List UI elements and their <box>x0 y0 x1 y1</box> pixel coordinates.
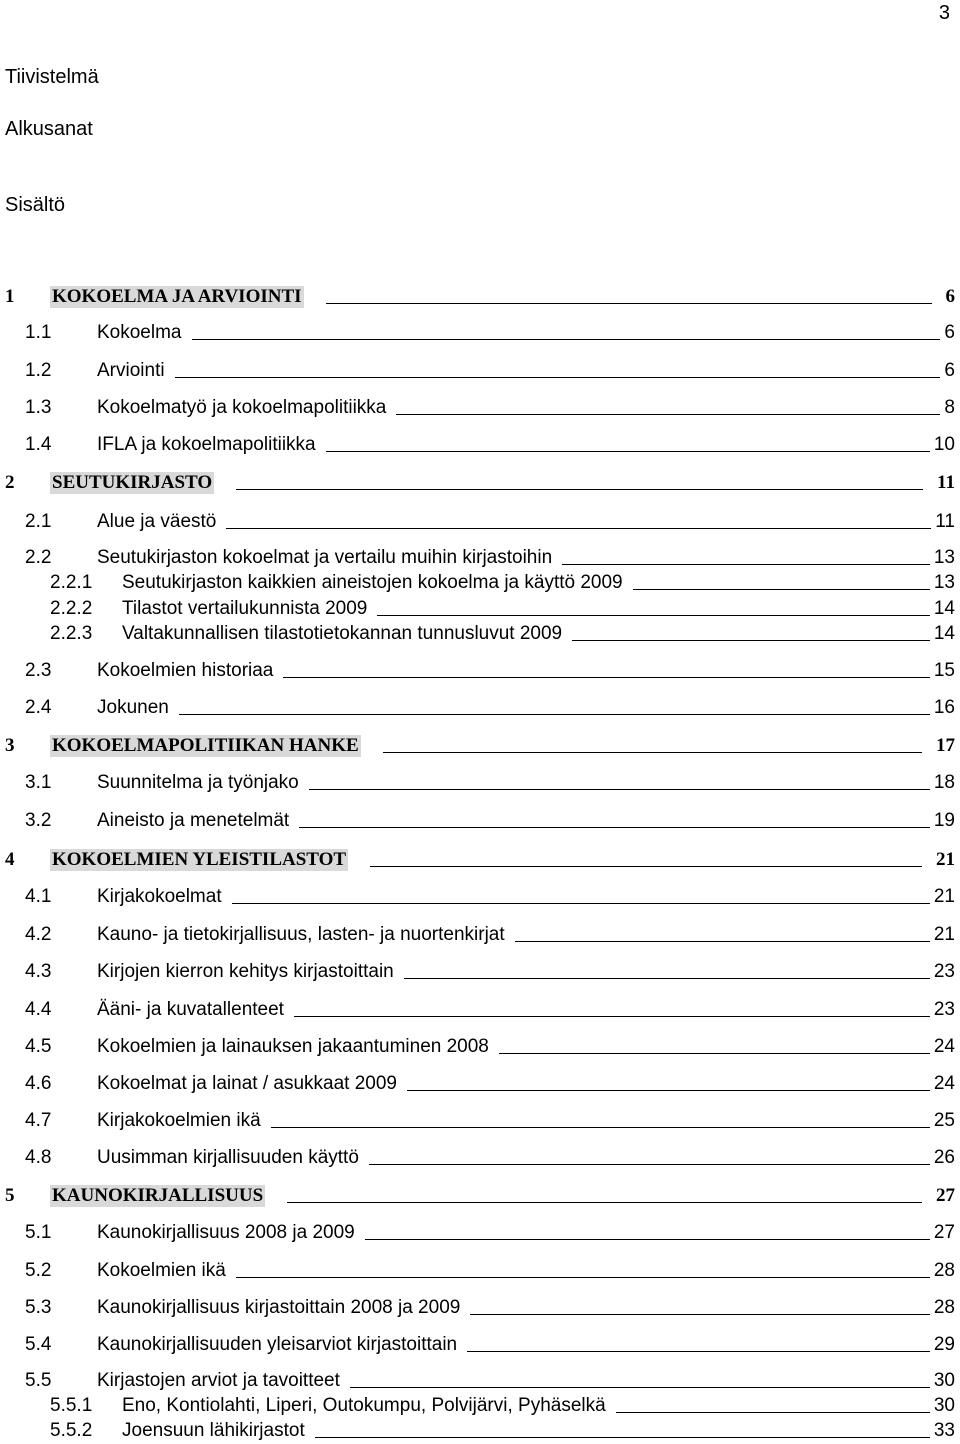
toc-entry-title: Kokoelmat ja lainat / asukkaat 2009 <box>97 1073 397 1094</box>
toc-entry[interactable] <box>25 768 955 794</box>
toc-entry-title: Kokoelmien historiaa <box>97 660 274 681</box>
toc-entry-page: 10 <box>933 434 955 455</box>
toc-entry[interactable] <box>25 430 955 456</box>
toc-entry-title: KAUNOKIRJALLISUUS <box>52 1185 264 1206</box>
toc-leader-line <box>175 377 941 378</box>
toc-entry-number: 2.3 <box>25 660 52 681</box>
toc-entry-page: 30 <box>933 1370 955 1391</box>
toc-leader-line <box>299 827 930 828</box>
toc-entry-number: 2.2.2 <box>50 598 93 619</box>
toc-entry-number: 5.3 <box>25 1297 52 1318</box>
toc-entry-number: 2.2 <box>25 547 52 568</box>
toc-entry[interactable] <box>25 995 955 1021</box>
page-number: 3 <box>938 2 950 24</box>
toc-entry-number: 5.5.1 <box>50 1395 93 1416</box>
toc-leader-line <box>236 489 923 490</box>
toc-leader-line <box>377 615 929 616</box>
toc-entry[interactable] <box>50 568 955 594</box>
toc-entry-number: 5.5.2 <box>50 1420 93 1441</box>
toc-leader-line <box>365 1239 930 1240</box>
toc-leader-line <box>633 589 930 590</box>
toc-entry-page: 21 <box>936 849 955 870</box>
toc-entry[interactable] <box>25 1330 955 1356</box>
toc-entry-number: 5.4 <box>25 1334 52 1355</box>
toc-leader-line <box>326 451 930 452</box>
toc-leader-line <box>309 789 930 790</box>
toc-leader-line <box>192 339 941 340</box>
toc-entry-page: 28 <box>933 1260 955 1281</box>
toc-entry[interactable] <box>5 468 955 494</box>
toc-entry[interactable] <box>25 318 955 344</box>
toc-entry-number: 2.4 <box>25 697 52 718</box>
toc-entry-page: 21 <box>933 924 955 945</box>
toc-entry-title: Aineisto ja menetelmät <box>97 810 290 831</box>
toc-leader-line <box>562 564 930 565</box>
toc-leader-line <box>515 941 930 942</box>
toc-entry-number: 1 <box>5 286 15 307</box>
toc-entry[interactable] <box>25 1143 955 1169</box>
toc-entry-page: 6 <box>945 286 955 307</box>
toc-entry-page: 6 <box>944 322 955 343</box>
toc-leader-line <box>315 1437 930 1438</box>
toc-leader-line <box>271 1127 930 1128</box>
toc-entry-title: Kokoelmatyö ja kokoelmapolitiikka <box>97 397 387 418</box>
toc-entry-number: 4.4 <box>25 999 52 1020</box>
alkusanat-heading: Alkusanat <box>5 118 93 140</box>
toc-entry-page: 26 <box>933 1147 955 1168</box>
toc-entry[interactable] <box>25 1032 955 1058</box>
toc-entry-page: 6 <box>944 360 955 381</box>
toc-entry[interactable] <box>25 507 955 533</box>
toc-entry-number: 2.1 <box>25 511 52 532</box>
toc-entry-title: Kirjakokoelmien ikä <box>97 1110 261 1131</box>
toc-entry-title: Kirjastojen arviot ja tavoitteet <box>97 1370 340 1391</box>
toc-entry-page: 15 <box>933 660 955 681</box>
toc-entry-page: 17 <box>936 735 955 756</box>
toc-entry-title: SEUTUKIRJASTO <box>52 472 213 493</box>
toc-entry[interactable] <box>25 1256 955 1282</box>
toc-entry-number: 1.2 <box>25 360 52 381</box>
toc-entry-page: 13 <box>933 572 955 593</box>
toc-entry[interactable] <box>25 1218 955 1244</box>
toc-leader-line <box>616 1412 930 1413</box>
toc-entry-number: 4.1 <box>25 886 52 907</box>
toc-entry[interactable] <box>5 1181 955 1207</box>
toc-entry-page: 16 <box>933 697 955 718</box>
toc-leader-line <box>383 752 922 753</box>
toc-leader-line <box>369 1164 930 1165</box>
toc-entry-page: 27 <box>933 1222 955 1243</box>
toc-entry-title: Suunnitelma ja työnjako <box>97 772 299 793</box>
toc-entry-title: Seutukirjaston kokoelmat ja vertailu muihin kirjastoihin <box>97 547 553 568</box>
toc-entry-page: 11 <box>935 511 955 532</box>
toc-entry[interactable] <box>25 957 955 983</box>
toc-entry-page: 14 <box>933 598 955 619</box>
toc-entry-number: 4.3 <box>25 961 52 982</box>
toc-entry-number: 3.1 <box>25 772 52 793</box>
tiivistelma-heading: Tiivistelmä <box>5 66 99 88</box>
toc-entry[interactable] <box>50 594 955 620</box>
toc-entry-page: 11 <box>937 472 955 493</box>
toc-entry-page: 27 <box>936 1185 955 1206</box>
toc-entry[interactable] <box>25 656 955 682</box>
toc-entry-number: 5.2 <box>25 1260 52 1281</box>
toc-entry-title: Kokoelma <box>97 322 182 343</box>
toc-entry-page: 18 <box>933 772 955 793</box>
toc-entry[interactable] <box>25 882 955 908</box>
toc-entry[interactable] <box>25 1293 955 1319</box>
toc-entry-number: 4.7 <box>25 1110 52 1131</box>
toc-leader-line <box>294 1016 930 1017</box>
toc-entry[interactable] <box>5 731 955 757</box>
toc-entry-page: 21 <box>933 886 955 907</box>
sisalto-heading: Sisältö <box>5 194 66 216</box>
toc-leader-line <box>226 528 931 529</box>
toc-entry-title: IFLA ja kokoelmapolitiikka <box>97 434 316 455</box>
toc-entry-page: 29 <box>933 1334 955 1355</box>
toc-entry-title: Kaunokirjallisuuden yleisarviot kirjastoittain <box>97 1334 458 1355</box>
toc-entry-page: 24 <box>933 1036 955 1057</box>
toc-entry-title: KOKOELMIEN YLEISTILASTOT <box>52 849 347 870</box>
toc-entry-title: KOKOELMA JA ARVIOINTI <box>52 286 302 307</box>
toc-entry-number: 1.1 <box>25 322 52 343</box>
toc-leader-line <box>470 1314 930 1315</box>
toc-entry-title: Kokoelmien ikä <box>97 1260 226 1281</box>
toc-entry[interactable] <box>50 1416 955 1442</box>
toc-entry-number: 2.2.1 <box>50 572 93 593</box>
toc-leader-line <box>287 1202 922 1203</box>
toc-entry-number: 4 <box>5 849 15 870</box>
toc-entry[interactable] <box>25 393 955 419</box>
toc-entry-number: 2.2.3 <box>50 623 93 644</box>
toc-entry[interactable] <box>25 356 955 382</box>
toc-leader-line <box>326 303 932 304</box>
toc-entry-number: 5 <box>5 1185 15 1206</box>
toc-leader-line <box>283 677 929 678</box>
toc-entry-title: Ääni- ja kuvatallenteet <box>97 999 284 1020</box>
toc-entry-title: Alue ja väestö <box>97 511 217 532</box>
toc-entry-number: 5.5 <box>25 1370 52 1391</box>
toc-entry-title: Kokoelmien ja lainauksen jakaantuminen 2008 <box>97 1036 489 1057</box>
toc-leader-line <box>396 414 940 415</box>
toc-entry-title: Uusimman kirjallisuuden käyttö <box>97 1147 359 1168</box>
toc-entry-page: 33 <box>933 1420 955 1441</box>
toc-entry-title: Tilastot vertailukunnista 2009 <box>122 598 368 619</box>
toc-entry-page: 23 <box>933 961 955 982</box>
toc-entry-title: Kaunokirjallisuus kirjastoittain 2008 ja 2009 <box>97 1297 461 1318</box>
toc-leader-line <box>407 1090 930 1091</box>
toc-entry-number: 4.6 <box>25 1073 52 1094</box>
toc-entry[interactable] <box>25 543 955 569</box>
toc-entry[interactable] <box>25 693 955 719</box>
toc-entry-number: 1.4 <box>25 434 52 455</box>
toc-entry-title: Eno, Kontiolahti, Liperi, Outokumpu, Polvijärvi, Pyhäselkä <box>122 1395 606 1416</box>
toc-entry[interactable] <box>25 1069 955 1095</box>
toc-entry-title: Jokunen <box>97 697 169 718</box>
toc-entry[interactable] <box>25 920 955 946</box>
toc-leader-line <box>236 1277 930 1278</box>
toc-leader-line <box>499 1053 930 1054</box>
toc-leader-line <box>572 640 930 641</box>
toc-entry-title: Kirjakokoelmat <box>97 886 222 907</box>
toc-entry-title: Kirjojen kierron kehitys kirjastoittain <box>97 961 394 982</box>
toc-entry-title: Kaunokirjallisuus 2008 ja 2009 <box>97 1222 355 1243</box>
toc-entry-page: 28 <box>933 1297 955 1318</box>
toc-leader-line <box>179 714 930 715</box>
toc-entry-page: 14 <box>933 623 955 644</box>
toc-entry-number: 5.1 <box>25 1222 52 1243</box>
toc-entry-number: 4.8 <box>25 1147 52 1168</box>
toc-leader-line <box>370 866 922 867</box>
toc-leader-line <box>404 978 930 979</box>
toc-leader-line <box>232 903 930 904</box>
toc-entry-page: 13 <box>933 547 955 568</box>
toc-entry-number: 4.2 <box>25 924 52 945</box>
toc-entry[interactable] <box>5 845 955 871</box>
toc-leader-line <box>467 1351 930 1352</box>
toc-entry-number: 2 <box>5 472 15 493</box>
toc-entry[interactable] <box>25 806 955 832</box>
toc-entry-title: Arviointi <box>97 360 165 381</box>
toc-entry[interactable] <box>25 1366 955 1392</box>
toc-entry-page: 8 <box>944 397 955 418</box>
toc-entry-title: Joensuun lähikirjastot <box>122 1420 305 1441</box>
toc-entry-title: Valtakunnallisen tilastotietokannan tunnusluvut 2009 <box>122 623 563 644</box>
toc-entry-page: 25 <box>933 1110 955 1131</box>
toc-leader-line <box>350 1387 930 1388</box>
toc-entry-number: 1.3 <box>25 397 52 418</box>
toc-entry[interactable] <box>25 1106 955 1132</box>
toc-entry-number: 3.2 <box>25 810 52 831</box>
toc-entry-page: 19 <box>933 810 955 831</box>
toc-entry-title: Seutukirjaston kaikkien aineistojen kokoelma ja käyttö 2009 <box>122 572 623 593</box>
toc-entry[interactable] <box>5 282 955 308</box>
toc-entry[interactable] <box>50 619 955 645</box>
toc-entry-number: 3 <box>5 735 15 756</box>
toc-entry-title: KOKOELMAPOLITIIKAN HANKE <box>52 735 359 756</box>
toc-entry-page: 23 <box>933 999 955 1020</box>
toc-entry-title: Kauno- ja tietokirjallisuus, lasten- ja nuortenkirjat <box>97 924 505 945</box>
toc-entry[interactable] <box>50 1391 955 1417</box>
toc-entry-page: 30 <box>933 1395 955 1416</box>
toc-entry-page: 24 <box>933 1073 955 1094</box>
toc-entry-number: 4.5 <box>25 1036 52 1057</box>
